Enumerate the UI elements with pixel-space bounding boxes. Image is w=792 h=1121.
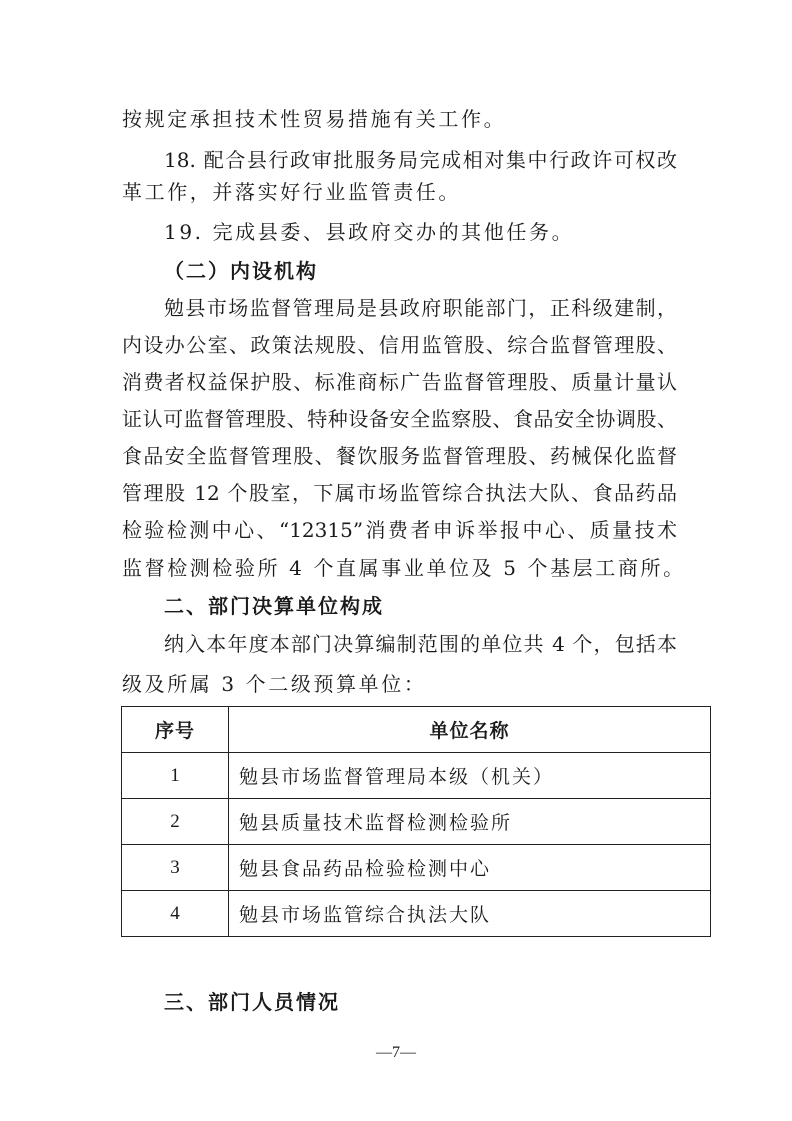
cell-index: 4 bbox=[122, 891, 229, 937]
units-table bbox=[121, 706, 711, 937]
table-row bbox=[122, 891, 711, 937]
section-heading: 二、部门决算单位构成 bbox=[164, 594, 384, 618]
cell-index: 3 bbox=[122, 845, 229, 891]
paragraph-line: 管理股 12 个股室，下属市场监管综合执法大队、食品药品 bbox=[122, 481, 677, 505]
text-line: 革工作，并落实好行业监管责任。 bbox=[122, 180, 461, 204]
paragraph-line: 内设办公室、政策法规股、信用监管股、综合监督管理股、 bbox=[122, 333, 677, 357]
table-row bbox=[122, 799, 711, 845]
paragraph-line: 勉县市场监督管理局是县政府职能部门，正科级建制， bbox=[164, 296, 677, 320]
subsection-heading: （二）内设机构 bbox=[164, 259, 318, 283]
cell-unit-name: 勉县市场监管综合执法大队 bbox=[229, 891, 711, 937]
list-item-19: 19. 完成县委、县政府交办的其他任务。 bbox=[164, 220, 575, 244]
table-header-row bbox=[122, 707, 711, 753]
cell-unit-name: 勉县食品药品检验检测中心 bbox=[229, 845, 711, 891]
page-number: —7— bbox=[376, 1044, 416, 1061]
paragraph-line: 检验检测中心、“12315”消费者申诉举报中心、质量技术 bbox=[122, 518, 677, 542]
list-item-18: 18. 配合县行政审批服务局完成相对集中行政许可权改 bbox=[164, 148, 677, 172]
section-heading: 三、部门人员情况 bbox=[164, 990, 340, 1014]
paragraph-line: 纳入本年度本部门决算编制范围的单位共 4 个，包括本 bbox=[164, 632, 677, 656]
header-index: 序号 bbox=[122, 707, 229, 753]
paragraph-line: 食品安全监督管理股、餐饮服务监督管理股、药械保化监督 bbox=[122, 444, 677, 468]
header-unit-name: 单位名称 bbox=[229, 707, 711, 753]
paragraph-line: 证认可监督管理股、特种设备安全监察股、食品安全协调股、 bbox=[122, 407, 677, 431]
table-row bbox=[122, 845, 711, 891]
cell-unit-name: 勉县市场监督管理局本级（机关） bbox=[229, 753, 711, 799]
text-line: 按规定承担技术性贸易措施有关工作。 bbox=[122, 107, 507, 131]
cell-index: 2 bbox=[122, 799, 229, 845]
paragraph-line: 监督检测检验所 4 个直属事业单位及 5 个基层工商所。 bbox=[122, 556, 686, 580]
paragraph-line: 级及所属 3 个二级预算单位： bbox=[122, 672, 427, 696]
cell-unit-name: 勉县质量技术监督检测检验所 bbox=[229, 799, 711, 845]
table-row bbox=[122, 753, 711, 799]
paragraph-line: 消费者权益保护股、标准商标广告监督管理股、质量计量认 bbox=[122, 370, 677, 394]
cell-index: 1 bbox=[122, 753, 229, 799]
